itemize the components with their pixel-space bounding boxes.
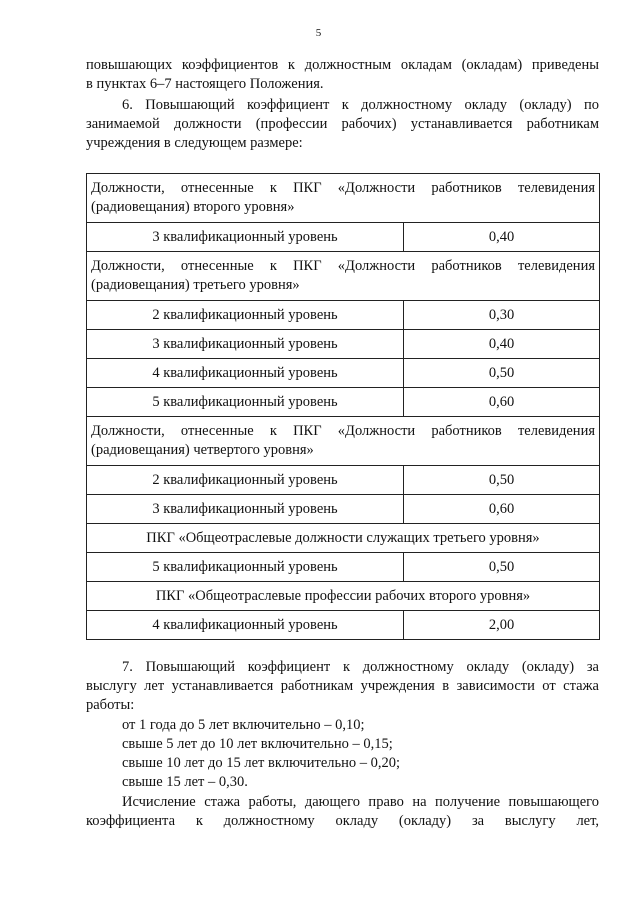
table-row: [87, 466, 600, 495]
table-row: [87, 359, 600, 388]
table-row: [87, 301, 600, 330]
coefficient-cell: 0,40: [404, 330, 600, 359]
level-cell: 3 квалификационный уровень: [87, 330, 404, 359]
page-number: 5: [315, 27, 322, 39]
paragraph-8: [86, 793, 599, 831]
group-heading: [87, 174, 600, 223]
level-cell: 2 квалификационный уровень: [87, 466, 404, 495]
group-heading-line-2: (радиовещания) четвертого уровня»: [91, 442, 314, 458]
level-cell: 4 квалификационный уровень: [87, 359, 404, 388]
level-cell: 2 квалификационный уровень: [87, 301, 404, 330]
list-item: свыше 10 лет до 15 лет включительно – 0,20;: [122, 755, 401, 772]
paragraph-7: [86, 658, 599, 792]
list-item: от 1 года до 5 лет включительно – 0,10;: [122, 716, 365, 733]
table-row: [87, 553, 600, 582]
level-cell: 3 квалификационный уровень: [87, 223, 404, 252]
table-row: [87, 223, 600, 252]
coefficient-cell: 0,30: [404, 301, 600, 330]
table-row: [87, 495, 600, 524]
group-heading: [87, 417, 600, 466]
group-row: [87, 252, 600, 301]
intro-line-2: в пунктах 6–7 настоящего Положения.: [86, 76, 324, 93]
list-item: свыше 15 лет – 0,30.: [122, 774, 248, 791]
group-heading: ПКГ «Общеотраслевые должности служащих третьего уровня»: [87, 524, 600, 553]
group-row: [87, 417, 600, 466]
group-heading-line-1: Должности, отнесенные к ПКГ «Должности работников телевидения: [91, 258, 595, 274]
coefficient-cell: 2,00: [404, 611, 600, 640]
level-cell: 4 квалификационный уровень: [87, 611, 404, 640]
table-row: [87, 330, 600, 359]
p7-line-2: выслугу лет устанавливается работникам учреждения в зависимости от стажа: [86, 678, 599, 695]
p7-line-3: работы:: [86, 697, 135, 714]
group-row: [87, 524, 600, 553]
coefficient-cell: 0,50: [404, 466, 600, 495]
table-row: [87, 388, 600, 417]
level-cell: 5 квалификационный уровень: [87, 553, 404, 582]
coefficient-cell: 0,40: [404, 223, 600, 252]
p7-line-1: 7. Повышающий коэффициент к должностному окладу (окладу) за: [122, 659, 599, 675]
p8-line-2: коэффициента к должностному окладу (окладу) за выслугу лет,: [86, 813, 599, 830]
group-heading-line-1: Должности, отнесенные к ПКГ «Должности работников телевидения: [91, 423, 595, 439]
p6-line-1: 6. Повышающий коэффициент к должностному окладу (окладу) по: [122, 97, 599, 113]
group-heading: ПКГ «Общеотраслевые профессии рабочих второго уровня»: [87, 582, 600, 611]
intro-line-1: повышающих коэффициентов к должностным окладам (окладам) приведены: [86, 57, 599, 73]
group-row: [87, 174, 600, 223]
group-heading: [87, 252, 600, 301]
coefficient-cell: 0,60: [404, 495, 600, 524]
group-row: [87, 582, 600, 611]
group-heading-line-2: (радиовещания) второго уровня»: [91, 199, 295, 215]
coefficient-table: [86, 173, 600, 640]
group-heading-line-1: Должности, отнесенные к ПКГ «Должности работников телевидения: [91, 180, 595, 196]
list-item: свыше 5 лет до 10 лет включительно – 0,15;: [122, 735, 393, 752]
table-row: [87, 611, 600, 640]
intro-paragraph: [86, 56, 599, 94]
coefficient-cell: 0,60: [404, 388, 600, 417]
p8-line-1: Исчисление стажа работы, дающего право на получение повышающего: [122, 794, 599, 810]
coefficient-cell: 0,50: [404, 359, 600, 388]
coefficient-cell: 0,50: [404, 553, 600, 582]
p6-line-3: учреждения в следующем размере:: [86, 135, 303, 152]
p6-line-2: занимаемой должности (профессии рабочих) устанавливается работникам: [86, 116, 599, 133]
group-heading-line-2: (радиовещания) третьего уровня»: [91, 277, 300, 293]
level-cell: 3 квалификационный уровень: [87, 495, 404, 524]
paragraph-6: [86, 96, 599, 154]
level-cell: 5 квалификационный уровень: [87, 388, 404, 417]
